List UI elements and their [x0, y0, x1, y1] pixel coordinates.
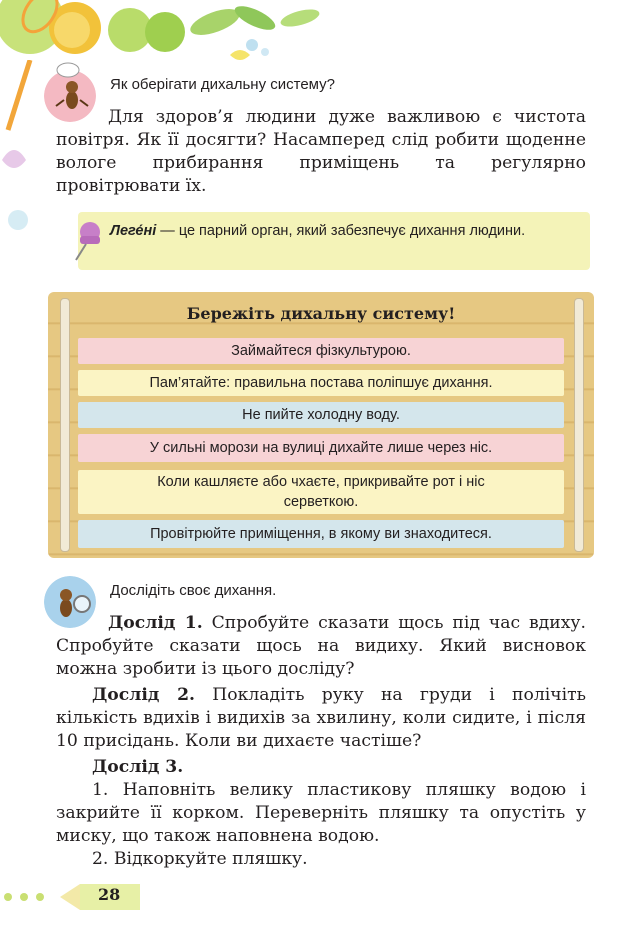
pushpin-icon	[70, 218, 106, 262]
experiment-2: Дослід 2. Покладіть руку на груди і полічіть кількість вдихів і видихів за хвилину, коли сидите, і після 10 присідань. Коли ви дихаєте частіше?	[56, 685, 586, 751]
definition-term: Леге́ні	[110, 223, 157, 239]
left-rope	[60, 298, 70, 552]
decorative-header-illustration	[0, 0, 360, 80]
experiment-1: Дослід 1. Спробуйте сказати щось під час вдиху. Спробуйте сказати щось на видиху. Який висновок можна зробити із цього досліду?	[56, 613, 586, 679]
rule-item: Пам’ятайте: правильна постава поліпшує дихання.	[78, 370, 564, 396]
task-heading: Дослідіть своє дихання.	[110, 582, 277, 599]
experiment-3-step-2: 2. Відкоркуйте пляшку.	[92, 849, 308, 869]
board-title: Бережіть дихальну систему!	[186, 304, 456, 323]
intro-paragraph: Для здоров’я людини дуже важливою є чистота повітря. Як її досягти? Насамперед слід робити щоденне вологе прибирання приміщень та регулярно провітрювати їх.	[56, 107, 586, 196]
page-number: 28	[98, 885, 121, 904]
definition-body: — це парний орган, який забезпечує дихання людини.	[156, 223, 526, 239]
rule-item: У сильні морози на вулиці дихайте лише через ніс.	[78, 434, 564, 462]
rule-item: Провітрюйте приміщення, в якому ви знаходитеся.	[78, 520, 564, 548]
rule-item: Займайтеся фізкультурою.	[78, 338, 564, 364]
definition-box	[78, 212, 590, 270]
rule-item: Не пийте холодну воду.	[78, 402, 564, 428]
experiment-3-step-1: 1. Наповніть велику пластикову пляшку водою і закрийте її корком. Переверніть пляшку та опустіть у миску, що також наповнена водою.	[56, 780, 586, 846]
pencil-page-decoration	[0, 880, 150, 914]
definition-text	[110, 222, 580, 240]
thought-bubble-icon	[56, 62, 80, 80]
rule-item: Коли кашляєте або чхаєте, прикривайте рот і ніс серветкою.	[78, 470, 564, 514]
experiment-3-label: Дослід 3.	[92, 757, 184, 777]
decorative-left-illustration	[0, 60, 40, 230]
question-heading: Як оберігати дихальну систему?	[110, 76, 335, 93]
right-rope	[574, 298, 584, 552]
